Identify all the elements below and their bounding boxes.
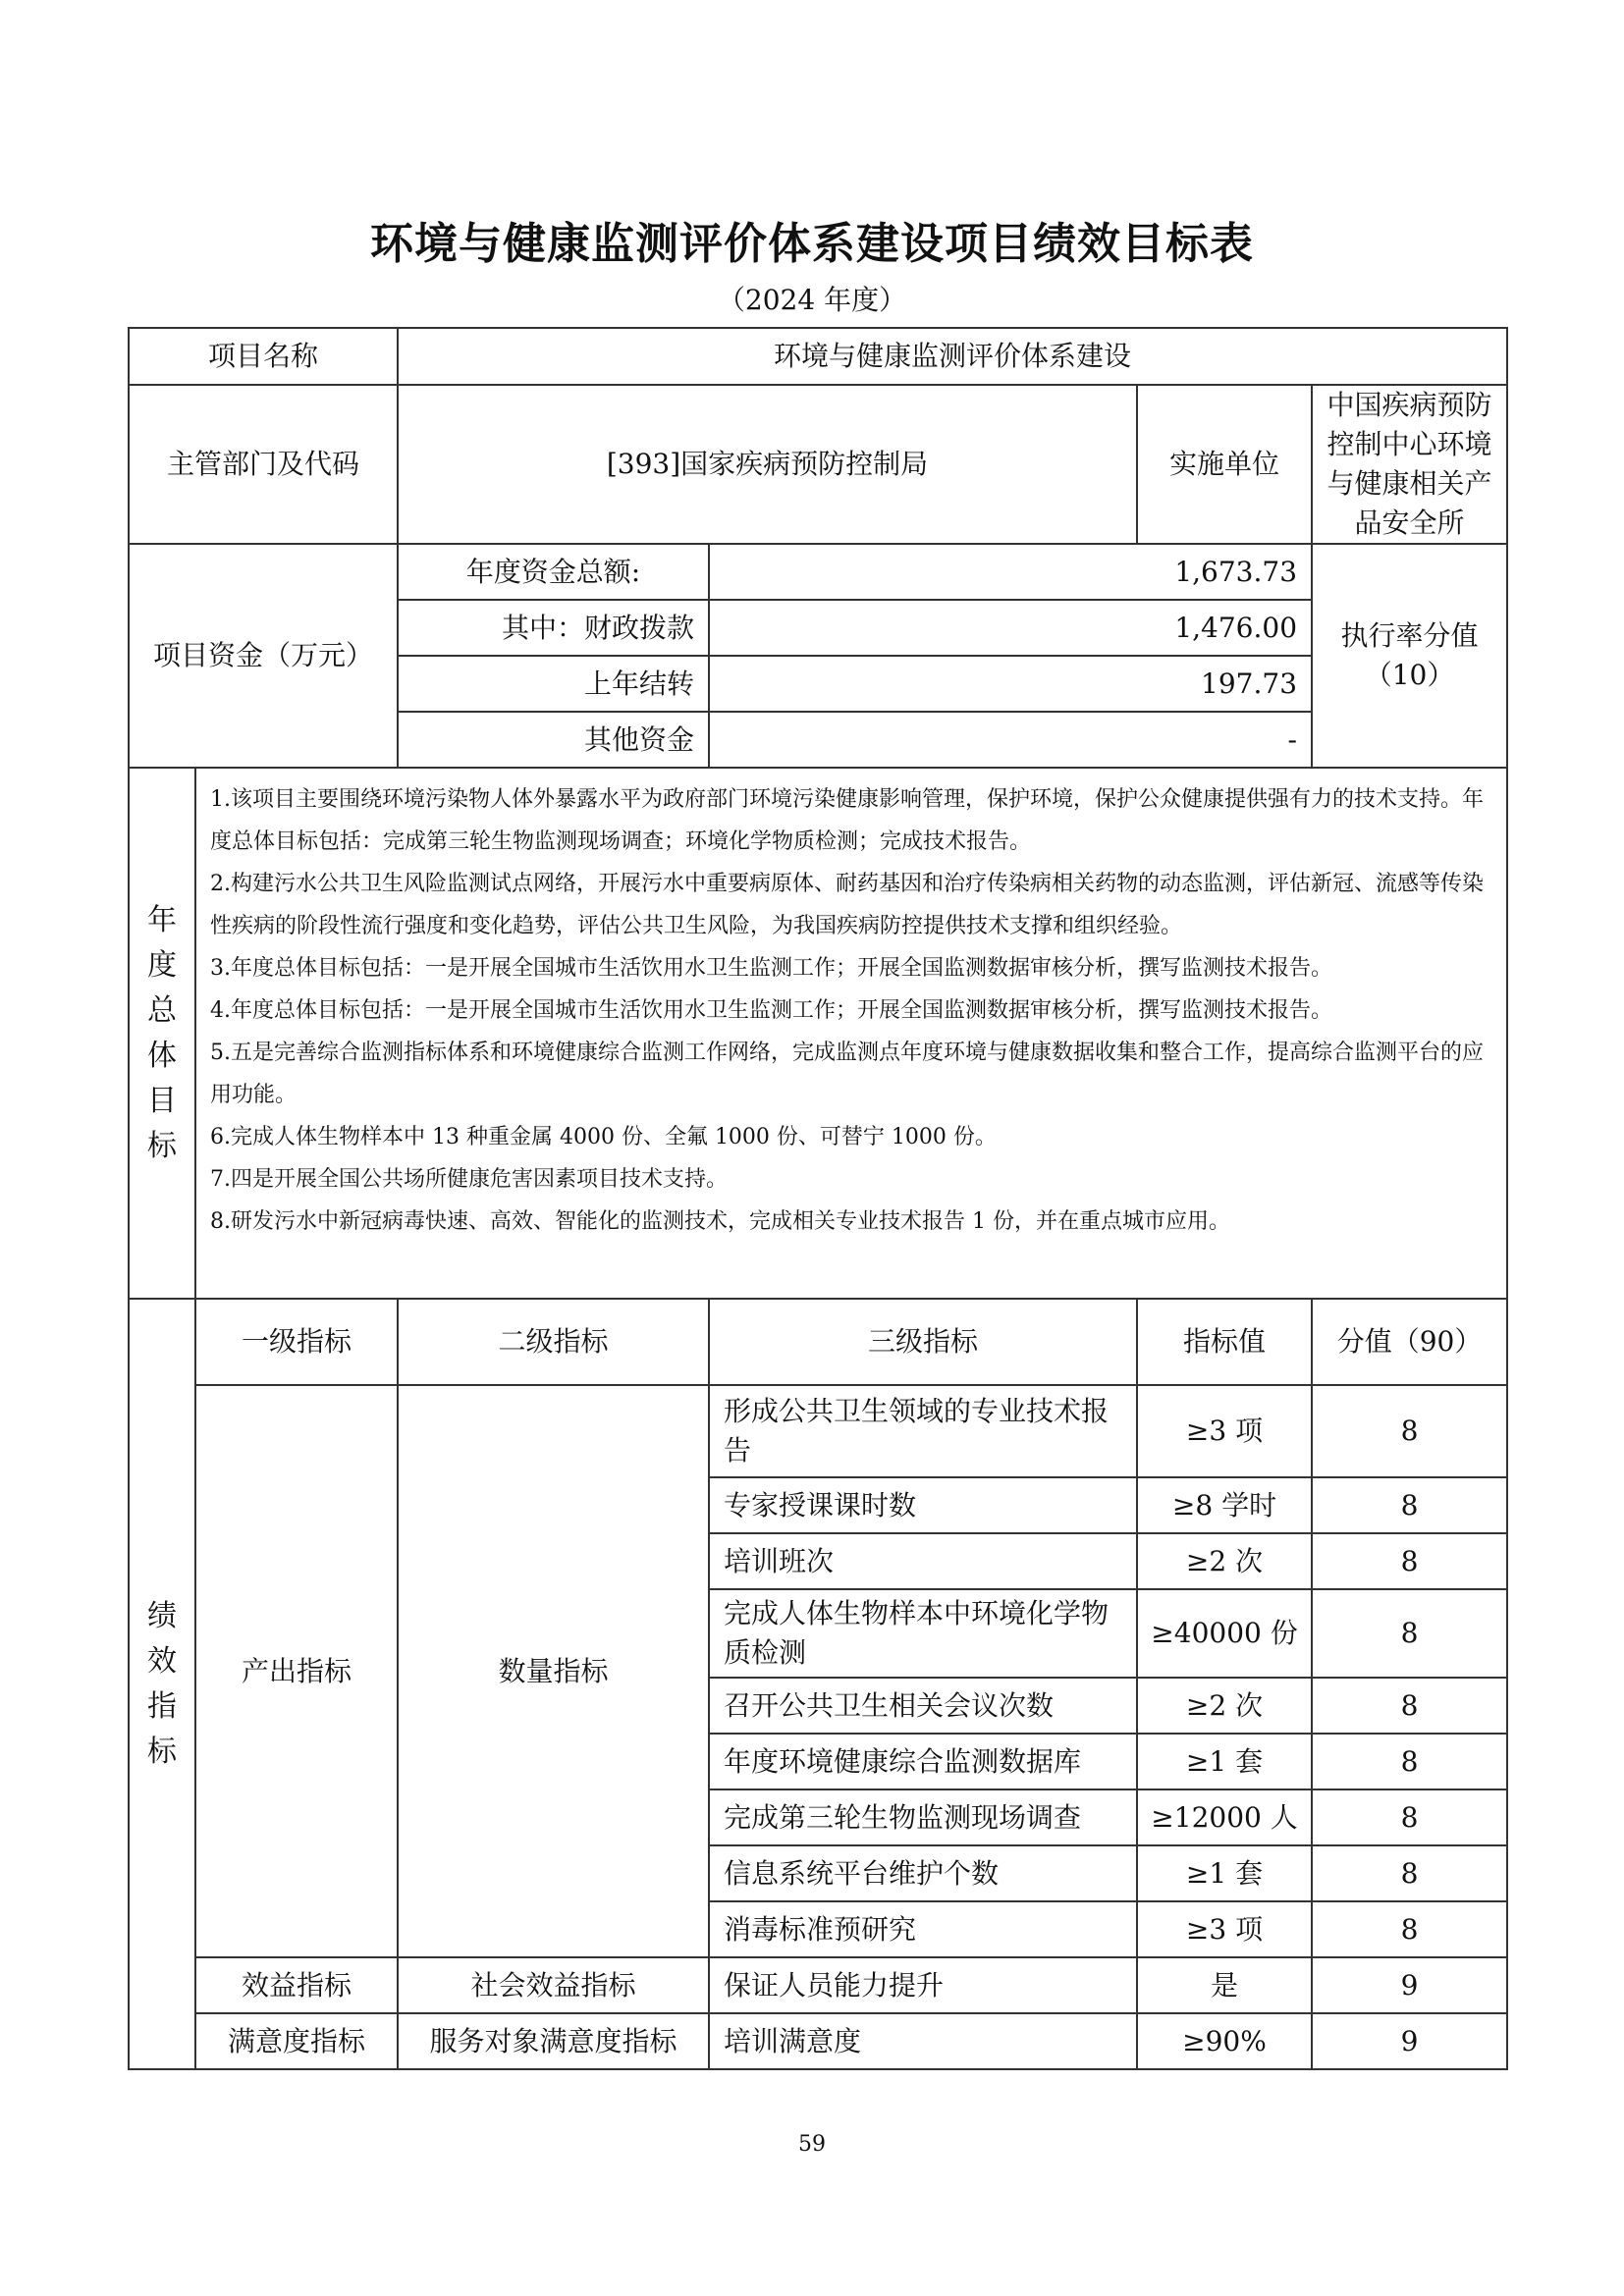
indicator-value: ≥1 套	[1137, 1845, 1312, 1901]
indicator-score: 9	[1312, 2013, 1507, 2069]
indicator-name: 形成公共卫生领域的专业技术报告	[709, 1385, 1137, 1477]
page-number: 59	[798, 2132, 826, 2157]
indicator-name: 完成人体生物样本中环境化学物质检测	[709, 1589, 1137, 1678]
funding-total-value: 1,673.73	[709, 544, 1312, 600]
indicator-score: 8	[1312, 1678, 1507, 1734]
output-l2: 数量指标	[398, 1385, 709, 1957]
goals-content	[195, 768, 1507, 1299]
funding-fiscal-value: 1,476.00	[709, 600, 1312, 656]
indicator-name: 保证人员能力提升	[709, 1957, 1137, 2013]
benefit-l2: 社会效益指标	[398, 1957, 709, 2013]
satisfaction-l2: 服务对象满意度指标	[398, 2013, 709, 2069]
goals-label-text: 年 度 总 体 目 标	[147, 902, 177, 1163]
col-value-header: 指标值	[1137, 1299, 1312, 1385]
indicator-value: ≥90%	[1137, 2013, 1312, 2069]
project-name-value: 环境与健康监测评价体系建设	[398, 328, 1507, 385]
table-row	[129, 1957, 1507, 2013]
indicator-score: 8	[1312, 1789, 1507, 1845]
indicator-score: 8	[1312, 1477, 1507, 1533]
satisfaction-l1: 满意度指标	[195, 2013, 398, 2069]
goal-item: 6.完成人体生物样本中 13 种重金属 4000 份、全氟 1000 份、可替宁 1000 份。	[210, 1125, 997, 1149]
goals-label	[129, 768, 195, 1299]
indicator-name: 培训班次	[709, 1533, 1137, 1589]
dept-label: 主管部门及代码	[129, 385, 398, 544]
goal-item: 4.年度总体目标包括：一是开展全国城市生活饮用水卫生监测工作；开展全国监测数据审核分析，撰写监测技术报告。	[210, 998, 1332, 1023]
indicator-value: ≥2 次	[1137, 1678, 1312, 1734]
page-title: 环境与健康监测评价体系建设项目绩效目标表	[370, 219, 1254, 269]
goal-item: 2.构建污水公共卫生风险监测试点网络，开展污水中重要病原体、耐药基因和治疗传染病相关药物的动态监测，评估新冠、流感等传染性疾病的阶段性流行强度和变化趋势，评估公共卫生风险，为我国疾病防控提供技术支撑和组织经验。	[210, 872, 1484, 938]
table-row	[129, 1385, 1507, 1477]
indicators-label-text: 绩 效 指 标	[147, 1598, 177, 1769]
indicator-score: 8	[1312, 1734, 1507, 1789]
benefit-l1: 效益指标	[195, 1957, 398, 2013]
funding-carry-label: 上年结转	[398, 656, 709, 712]
dept-row	[129, 385, 1507, 544]
indicator-name: 培训满意度	[709, 2013, 1137, 2069]
project-name-row	[129, 328, 1507, 385]
funding-total-row	[129, 544, 1507, 600]
indicator-name: 专家授课课时数	[709, 1477, 1137, 1533]
dept-value: [393]国家疾病预防控制局	[398, 385, 1137, 544]
indicator-name: 信息系统平台维护个数	[709, 1845, 1137, 1901]
funding-total-label: 年度资金总额:	[398, 544, 709, 600]
indicator-name: 年度环境健康综合监测数据库	[709, 1734, 1137, 1789]
indicator-score: 8	[1312, 1901, 1507, 1957]
indicator-value: ≥8 学时	[1137, 1477, 1312, 1533]
goals-row	[129, 768, 1507, 1299]
performance-table	[128, 327, 1508, 2070]
goal-item: 8.研发污水中新冠病毒快速、高效、智能化的监测技术，完成相关专业技术报告 1 份，并在重点城市应用。	[210, 1209, 1230, 1234]
indicator-score: 8	[1312, 1845, 1507, 1901]
indicators-label	[129, 1299, 195, 2069]
indicator-score: 8	[1312, 1589, 1507, 1678]
indicator-value: ≥3 项	[1137, 1901, 1312, 1957]
impl-value: 中国疾病预防控制中心环境与健康相关产品安全所	[1312, 385, 1507, 544]
indicator-value: ≥12000 人	[1137, 1789, 1312, 1845]
funding-carry-value: 197.73	[709, 656, 1312, 712]
indicator-value: ≥1 套	[1137, 1734, 1312, 1789]
funding-fiscal-label: 其中：财政拨款	[398, 600, 709, 656]
funding-label: 项目资金（万元）	[129, 544, 398, 768]
goal-item: 5.五是完善综合监测指标体系和环境健康综合监测工作网络，完成监测点年度环境与健康数据收集和整合工作，提高综合监测平台的应用功能。	[210, 1041, 1484, 1107]
indicator-score: 8	[1312, 1385, 1507, 1477]
project-name-label: 项目名称	[129, 328, 398, 385]
col-l1-header: 一级指标	[195, 1299, 398, 1385]
col-l2-header: 二级指标	[398, 1299, 709, 1385]
indicator-name: 消毒标准预研究	[709, 1901, 1137, 1957]
impl-label: 实施单位	[1137, 385, 1312, 544]
indicator-name: 完成第三轮生物监测现场调查	[709, 1789, 1137, 1845]
output-l1: 产出指标	[195, 1385, 398, 1957]
indicator-score: 8	[1312, 1533, 1507, 1589]
goal-item: 7.四是开展全国公共场所健康危害因素项目技术支持。	[210, 1167, 728, 1192]
funding-other-label: 其他资金	[398, 712, 709, 768]
indicators-header-row	[129, 1299, 1507, 1385]
col-score-header: 分值（90）	[1312, 1299, 1507, 1385]
col-l3-header: 三级指标	[709, 1299, 1137, 1385]
indicator-name: 召开公共卫生相关会议次数	[709, 1678, 1137, 1734]
indicator-value: ≥40000 份	[1137, 1589, 1312, 1678]
goal-item: 1.该项目主要围绕环境污染物人体外暴露水平为政府部门环境污染健康影响管理，保护环境，保护公众健康提供强有力的技术支持。年度总体目标包括：完成第三轮生物监测现场调查；环境化学物质检测；完成技术报告。	[210, 787, 1484, 854]
page-subtitle: （2024 年度）	[717, 284, 907, 316]
funding-other-value: -	[709, 712, 1312, 768]
indicator-value: 是	[1137, 1957, 1312, 2013]
indicator-value: ≥2 次	[1137, 1533, 1312, 1589]
table-row	[129, 2013, 1507, 2069]
indicator-value: ≥3 项	[1137, 1385, 1312, 1477]
indicator-score: 9	[1312, 1957, 1507, 2013]
exec-rate-score-label: 执行率分值（10）	[1312, 544, 1507, 768]
goal-item: 3.年度总体目标包括：一是开展全国城市生活饮用水卫生监测工作；开展全国监测数据审核分析，撰写监测技术报告。	[210, 956, 1332, 981]
